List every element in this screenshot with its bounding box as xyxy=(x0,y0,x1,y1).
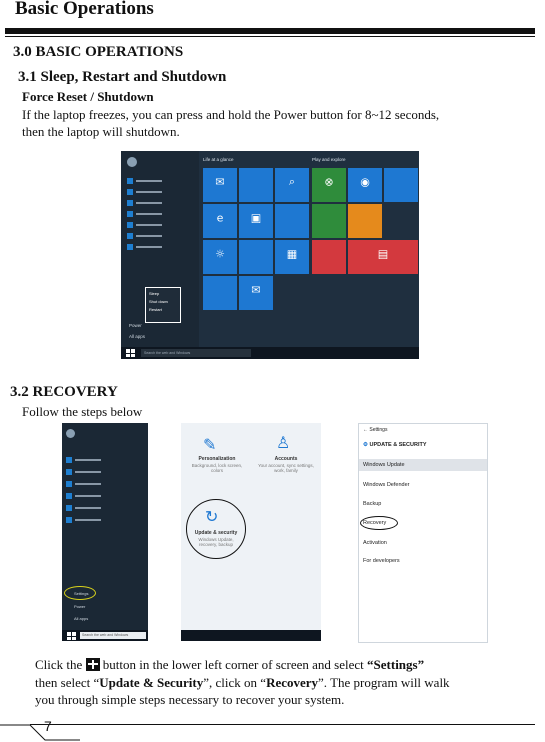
list-item xyxy=(66,456,101,464)
panel-title xyxy=(363,442,427,448)
update-highlight-circle xyxy=(186,499,246,559)
instruction-line1 xyxy=(35,656,424,673)
footer-rule xyxy=(30,724,535,725)
tile-phone xyxy=(239,240,273,274)
personalization-desc: Background, lock screen, colors xyxy=(191,463,243,473)
search-icon: ⌕ xyxy=(288,175,296,189)
tile-mail xyxy=(203,168,237,202)
instruction-line1-pre: Click the xyxy=(35,657,83,672)
settings-emphasis: “Settings” xyxy=(367,657,425,672)
menu-for-developers: For developers xyxy=(363,558,400,564)
taskbar-search-placeholder: Search the web and Windows xyxy=(144,351,191,355)
section-30-heading: 3.0 BASIC OPERATIONS xyxy=(13,44,184,60)
group-label-left: Life at a glance xyxy=(203,157,234,162)
start-menu-screenshot xyxy=(121,151,419,359)
calculator-icon: ▦ xyxy=(286,247,298,261)
mail-icon: ✉ xyxy=(251,283,261,297)
list-item xyxy=(127,221,162,229)
menu-activation: Activation xyxy=(363,540,387,546)
mail-icon: ✉ xyxy=(215,175,225,189)
tile-photos xyxy=(239,204,273,238)
tile-movies xyxy=(384,168,418,202)
gear-icon: ⚙ xyxy=(363,442,368,448)
power-label: Power xyxy=(129,323,142,328)
taskbar xyxy=(181,630,321,641)
section-32-intro: Follow the steps below xyxy=(22,404,143,419)
page-number: 7 xyxy=(44,718,52,734)
menu-recovery: Recovery xyxy=(363,520,387,526)
settings-screenshot xyxy=(181,423,321,641)
update-refresh-icon: ↻ xyxy=(205,507,219,526)
personalization-label: Personalization xyxy=(198,456,236,462)
xbox-icon: ⊗ xyxy=(324,175,334,189)
tile-xbox xyxy=(312,168,346,202)
menu-windows-update: Windows Update xyxy=(363,462,405,468)
section-31-body-line1: If the laptop freezes, you can press and hold the Power button for 8~12 seconds, xyxy=(22,107,440,122)
power-menu xyxy=(145,287,181,323)
tile-search xyxy=(275,168,309,202)
windows-start-icon xyxy=(86,658,100,671)
power-menu-shutdown: Shut down xyxy=(149,299,168,304)
tile-game xyxy=(348,204,382,238)
recovery-emphasis: Recovery xyxy=(266,675,319,690)
tile-calendar xyxy=(239,168,273,202)
tile-calculator xyxy=(275,240,309,274)
news-icon: ▤ xyxy=(377,247,389,261)
tile-money xyxy=(312,240,346,274)
avatar xyxy=(127,157,137,167)
tile-solitaire xyxy=(312,204,346,238)
tile-edge xyxy=(203,204,237,238)
page-title: Basic Operations xyxy=(15,0,154,19)
list-item xyxy=(66,504,101,512)
menu-backup: Backup xyxy=(363,501,382,507)
settings-menu-item: Settings xyxy=(74,591,89,596)
photos-icon: ▣ xyxy=(250,211,262,225)
windows-start-icon xyxy=(126,349,135,357)
list-item xyxy=(66,480,101,488)
tile-news xyxy=(348,240,418,274)
list-item xyxy=(66,492,101,500)
group-label-right: Play and explore xyxy=(312,157,346,162)
accounts-desc: Your account, sync settings, work, family xyxy=(258,463,314,473)
footer-page-tab xyxy=(0,724,80,742)
tile-weather xyxy=(203,240,237,274)
taskbar-search xyxy=(80,632,146,639)
recovery-start-menu-screenshot xyxy=(62,423,148,641)
list-item xyxy=(127,177,162,185)
update-security-emphasis: Update & Security xyxy=(99,675,204,690)
edge-icon: e xyxy=(216,211,224,225)
tile-groove xyxy=(348,168,382,202)
back-settings-link: ← Settings xyxy=(363,427,388,433)
section-31-body-line2: then the laptop will shutdown. xyxy=(22,124,180,139)
section-32-heading: 3.2 RECOVERY xyxy=(10,384,118,400)
update-security-screenshot xyxy=(358,423,488,643)
instruction-line2-a: then select “ xyxy=(35,675,100,690)
list-item xyxy=(127,188,162,196)
update-security-desc: Windows Update, recovery, backup xyxy=(198,537,234,547)
instruction-line2 xyxy=(35,674,450,691)
instruction-line2-b: ”, click on “ xyxy=(203,675,267,690)
taskbar xyxy=(121,347,419,359)
tile-store xyxy=(203,276,237,310)
recovery-highlight-circle xyxy=(360,516,398,530)
list-item xyxy=(66,468,101,476)
instruction-line2-c: ”. The program will walk xyxy=(318,675,450,690)
header-rule-thin xyxy=(5,36,535,37)
back-settings-label: Settings xyxy=(369,427,388,433)
settings-highlight-circle xyxy=(64,586,96,600)
all-apps-label: All apps xyxy=(129,334,146,339)
instruction-line1-post: button in the lower left corner of screen and select xyxy=(102,657,364,672)
section-31-heading: 3.1 Sleep, Restart and Shutdown xyxy=(18,69,227,85)
list-item xyxy=(127,199,162,207)
power-menu-restart: Restart xyxy=(149,307,162,312)
menu-windows-defender: Windows Defender xyxy=(363,482,410,488)
taskbar-search xyxy=(141,349,251,357)
sun-icon: ☼ xyxy=(215,247,225,261)
taskbar xyxy=(62,630,148,641)
accounts-label: Accounts xyxy=(274,456,298,462)
windows-start-icon xyxy=(67,632,76,640)
power-menu-item: Power xyxy=(74,604,86,609)
list-item xyxy=(127,243,162,251)
tile-mail-2 xyxy=(239,276,273,310)
section-31-subheading: Force Reset / Shutdown xyxy=(22,89,154,104)
list-item xyxy=(127,232,162,240)
tile-camera xyxy=(275,204,309,238)
accounts-icon: ♙ xyxy=(276,433,291,452)
avatar xyxy=(66,429,75,438)
panel-title-text: UPDATE & SECURITY xyxy=(369,442,427,448)
music-icon: ◉ xyxy=(360,175,370,189)
taskbar-search-placeholder: Search the web and Windows xyxy=(82,633,129,637)
power-menu-sleep: Sleep xyxy=(149,291,160,296)
list-item xyxy=(127,210,162,218)
personalization-icon: ✎ xyxy=(203,435,217,454)
instruction-line3: you through simple steps necessary to recover your system. xyxy=(35,692,345,707)
list-item xyxy=(66,516,101,524)
header-rule-thick xyxy=(5,28,535,34)
all-apps-menu-item: All apps xyxy=(74,616,89,621)
update-security-label: Update & security xyxy=(194,530,238,536)
